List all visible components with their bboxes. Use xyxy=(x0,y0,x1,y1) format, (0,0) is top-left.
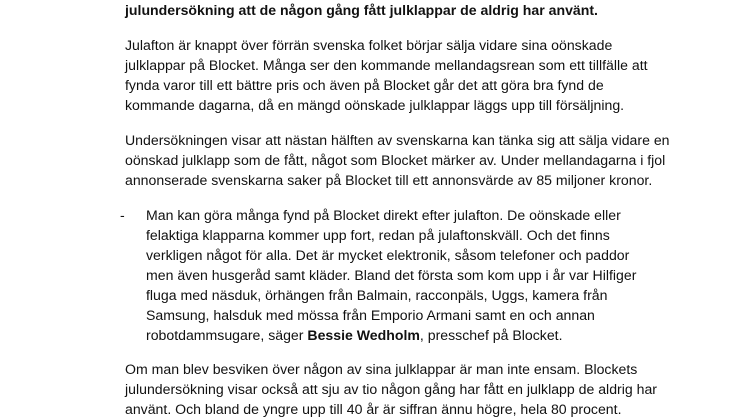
p2-line-2: oönskad julklapp som de fått, något som Blocket märker av. Under mellandagarna i fjol xyxy=(125,152,666,168)
p3-line-3: använt. Och bland de yngre upp till 40 år är siffran ännu högre, hela 80 procent. xyxy=(125,401,622,417)
bullet-dash: - xyxy=(120,207,125,223)
quote-line-4: men även husgeråd samt kläder. Bland det första som kom upp i år var Hilfiger xyxy=(146,267,637,283)
p1-line-3: fynda varor till ett bättre pris och även på Blocket går det att göra bra fynd de xyxy=(125,77,604,93)
p3-line-2: julundersökning visar också att sju av tio någon gång har fått en julklapp de aldrig har xyxy=(125,381,657,397)
quote-line-3: verkligen något för alla. Det är mycket elektronik, såsom telefoner och paddor xyxy=(146,247,630,263)
quote-line-1: Man kan göra många fynd på Blocket direkt efter julafton. De oönskade eller xyxy=(146,207,621,223)
intro-bold-line: julundersökning att de någon gång fått julklappar de aldrig har använt. xyxy=(125,2,598,18)
p2-line-3: annonserade svenskarna saker på Blocket till ett annonsvärde av 85 miljoner kronor. xyxy=(125,172,653,188)
quote-last-prefix: robotdammsugare, säger xyxy=(146,327,308,343)
p1-line-4: kommande dagarna, då en mängd oönskade julklappar läggs upp till försäljning. xyxy=(125,97,625,113)
quote-speaker: Bessie Wedholm xyxy=(307,327,420,343)
p1-line-2: julklappar på Blocket. Många ser den kommande mellandagsrean som ett tillfälle att xyxy=(125,57,648,73)
p2-line-1: Undersökningen visar att nästan hälften av svenskarna kan tänka sig att sälja vidare en xyxy=(125,132,670,148)
quote-last-suffix: , presschef på Blocket. xyxy=(419,327,563,343)
quote-line-2: felaktiga klapparna kommer upp fort, redan på julaftonskväll. Och det finns xyxy=(146,227,610,243)
quote-line-7 xyxy=(146,325,563,345)
quote-line-6: Samsung, halsduk med mössa från Emporio Armani samt en och annan xyxy=(146,307,595,323)
p3-line-1: Om man blev besviken över någon av sina julklappar är man inte ensam. Blockets xyxy=(125,361,638,377)
quote-line-5: fluga med näsduk, örhängen från Balmain, racconpäls, Uggs, kamera från xyxy=(146,287,608,303)
p1-line-1: Julafton är knappt över förrän svenska folket börjar sälja vidare sina oönskade xyxy=(125,37,613,53)
